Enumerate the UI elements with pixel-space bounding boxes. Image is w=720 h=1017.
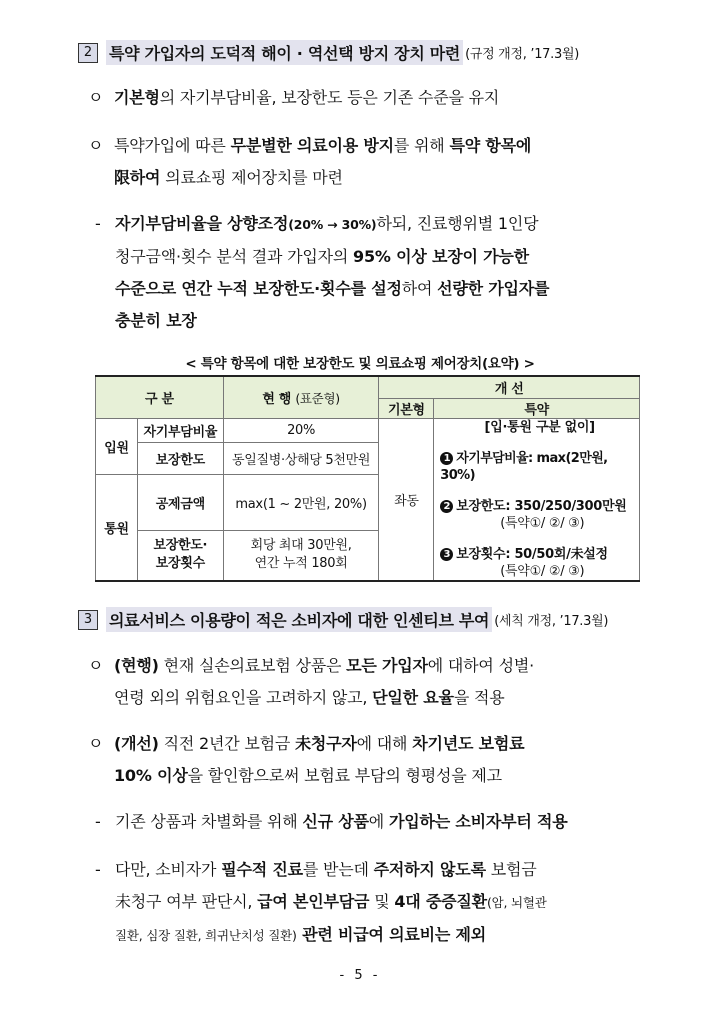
table-cell-item: 공제금액 (137, 474, 223, 531)
section-3-heading (78, 607, 608, 632)
header-division (96, 376, 224, 418)
text: 을 할인함으로써 보험료 부담의 형평성을 제고 (187, 766, 502, 785)
text: 하여 (401, 279, 438, 298)
text: 의 자기부담비율, 보장한도 등은 기존 수준을 유지 (159, 88, 500, 107)
bullet: ㅇ (88, 656, 104, 675)
special-text: 보장한도: 350/250/300만원 (456, 498, 627, 514)
special-item-3 (440, 546, 639, 563)
text: 선량한 가입자를 (437, 279, 550, 298)
header-improve: 개 선 (379, 376, 640, 398)
dash: - (95, 214, 101, 233)
bold-text: 단일한 요율 (372, 688, 454, 707)
group-inpatient: 입원 (96, 418, 138, 474)
text: 를 받는데 (302, 860, 374, 879)
small-text: 질환, 심장 질환, 희귀난치성 질환) (115, 928, 297, 943)
line (88, 162, 648, 194)
section-2-heading (78, 40, 579, 65)
table-cell-current (223, 531, 379, 581)
line (88, 682, 648, 714)
bold-text: 限하여 (114, 168, 161, 187)
group-outpatient: 통원 (96, 474, 138, 581)
paragraph-current (88, 650, 648, 714)
text: 다만, 소비자가 (115, 860, 222, 879)
bold-text: 신규 상품 (302, 812, 369, 831)
bold-text: 급여 본인부담금 (257, 892, 370, 911)
bold-text: 필수적 진료 (221, 860, 303, 879)
table-cell-current: 동일질병·상해당 5천만원 (223, 442, 379, 474)
text: 현재 실손의료보험 상품은 (158, 656, 347, 675)
section-title: 특약 가입자의 도덕적 해이 · 역선택 방지 장치 마련 (106, 40, 463, 65)
paragraph-special (88, 130, 648, 194)
page-number: - 5 - (339, 968, 381, 983)
text: 직전 2년간 보험금 (158, 734, 296, 753)
number-badge: 2 (440, 500, 453, 513)
text: 을 적용 (453, 688, 505, 707)
table-cell-current: max(1 ~ 2만원, 20%) (223, 474, 379, 531)
line (95, 241, 645, 273)
line: 충분히 보장 (115, 311, 197, 330)
bold-text: (현행) (114, 656, 159, 675)
text: 청구금액·횟수 분석 결과 가입자의 (115, 247, 354, 266)
bold-text: 4대 중증질환 (394, 892, 487, 911)
table-cell-item: 자기부담비율 (137, 418, 223, 442)
bold-text: (20% → 30%) (288, 217, 377, 232)
bold-text: 10% 이상 (114, 766, 188, 785)
text: 보험금 (485, 860, 537, 879)
line (95, 273, 645, 305)
summary-table (95, 375, 640, 582)
number-badge: 3 (440, 548, 453, 561)
header-text: 구 분 (144, 391, 174, 407)
special-item-2 (440, 498, 639, 515)
header-text: 현 행 (262, 391, 292, 407)
bold-text: 무분별한 의료이용 방지 (230, 136, 394, 155)
special-header: [입·통원 구분 없이] (484, 419, 595, 435)
section-title: 의료서비스 이용량이 적은 소비자에 대한 인센티브 부여 (106, 607, 492, 632)
table-cell-item (137, 531, 223, 581)
text: 수준으로 연간 누적 보장한도·횟수를 설정 (115, 279, 402, 298)
line (88, 760, 648, 792)
small-text: (암, 뇌혈관 (486, 895, 547, 910)
table-cell-current: 20% (223, 418, 379, 442)
line (95, 919, 645, 952)
dash-item-copay (95, 208, 645, 337)
bold-text: 차기년도 보험료 (412, 734, 525, 753)
table-caption: < 특약 항목에 대한 보장한도 및 의료쇼핑 제어장치(요약) > (185, 356, 535, 372)
bold-text: 자기부담비율을 (115, 214, 228, 233)
text: 하되, 진료행위별 1인당 (376, 214, 539, 233)
dash: - (95, 860, 101, 879)
special-item-3-sub: (특약①/ ②/ ③) (500, 563, 585, 579)
header-special: 특약 (434, 398, 640, 418)
cell-line: 회당 최대 30만원, (250, 538, 352, 554)
bold-text: 관련 비급여 의료비는 제외 (296, 925, 487, 944)
bullet: ㅇ (88, 734, 104, 753)
special-text: 보장횟수: 50/50회/未설정 (456, 546, 608, 562)
text: 의료쇼핑 제어장치를 마련 (160, 168, 343, 187)
section-note: (세칙 개정, ’17.3월) (494, 614, 609, 629)
table-cell-basic: 좌동 (379, 418, 434, 581)
cell-line: 보장한도· (153, 538, 208, 554)
bold-text: 상향조정 (227, 214, 289, 233)
cell-line: 연간 누적 180회 (254, 556, 348, 572)
dash-item-new-product (95, 806, 645, 838)
bold-text: 가입하는 소비자부터 적용 (388, 812, 568, 831)
section-note: (규정 개정, ’17.3월) (465, 47, 579, 62)
text: 기존 상품과 차별화를 위해 (115, 812, 303, 831)
text: 연령 외의 위험요인을 고려하지 않고, (114, 688, 373, 707)
header-current (223, 376, 379, 418)
cell-line: 보장횟수 (155, 556, 205, 572)
section-number: 3 (78, 610, 98, 630)
text: 에 대해 (356, 734, 413, 753)
text: 및 (369, 892, 395, 911)
number-badge: 1 (440, 452, 453, 465)
header-sub: (표준형) (295, 390, 340, 406)
special-item-1 (440, 450, 639, 484)
line (95, 886, 645, 919)
bullet: ㅇ (88, 88, 104, 107)
table-cell-special (434, 418, 640, 581)
special-item-2-sub: (특약①/ ②/ ③) (500, 515, 585, 531)
text: 에 (368, 812, 389, 831)
bold-text: 未청구자 (295, 734, 357, 753)
section-number: 2 (78, 43, 98, 63)
dash: - (95, 812, 101, 831)
paragraph-basic (88, 82, 648, 114)
special-text: 자기부담비율: max(2만원, 30%) (440, 450, 608, 483)
bold-text: 모든 가입자 (346, 656, 428, 675)
dash-item-exception (95, 854, 645, 952)
text: 를 위해 (393, 136, 450, 155)
bullet: ㅇ (88, 136, 104, 155)
text: 에 대하여 성별· (427, 656, 534, 675)
text: 특약가입에 따른 (114, 136, 231, 155)
bold-text: 주저하지 않도록 (373, 860, 486, 879)
bold-text: 특약 항목에 (449, 136, 532, 155)
table-cell-item: 보장한도 (137, 442, 223, 474)
bold-text: 기본형 (114, 88, 160, 107)
text: 未청구 여부 판단시, (115, 892, 258, 911)
paragraph-improve (88, 728, 648, 792)
header-basic: 기본형 (379, 398, 434, 418)
bold-text: 95% 이상 보장이 가능한 (353, 247, 529, 266)
bold-text: (개선) (114, 734, 159, 753)
